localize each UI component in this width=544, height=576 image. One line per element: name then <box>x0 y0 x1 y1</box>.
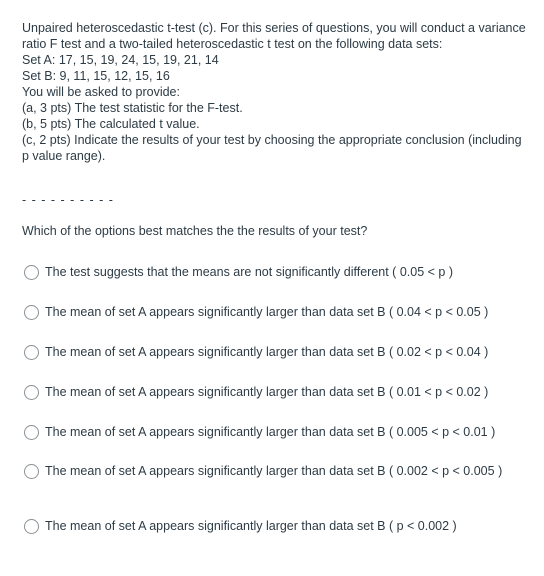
question-prompt: Which of the options best matches the the results of your test? <box>22 224 368 238</box>
radio-button[interactable] <box>24 265 39 280</box>
radio-button[interactable] <box>24 519 39 534</box>
answer-option-label: The test suggests that the means are not significantly different ( 0.05 < p ) <box>45 265 453 279</box>
radio-button[interactable] <box>24 464 39 479</box>
answer-option-7[interactable] <box>24 518 536 534</box>
part-b: (b, 5 pts) The calculated t value. <box>22 117 200 131</box>
separator: - - - - - - - - - - <box>22 193 114 207</box>
answer-option-label: The mean of set A appears significantly larger than data set B ( 0.02 < p < 0.04 ) <box>45 345 489 359</box>
answer-option-label: The mean of set A appears significantly larger than data set B ( 0.04 < p < 0.05 ) <box>45 305 489 319</box>
answer-option-label: The mean of set A appears significantly larger than data set B ( 0.005 < p < 0.01 ) <box>45 425 496 439</box>
answer-option-5[interactable] <box>24 424 536 440</box>
radio-button[interactable] <box>24 345 39 360</box>
answer-option-4[interactable] <box>24 384 536 400</box>
question-intro: Unpaired heteroscedastic t-test (c). For this series of questions, you will conduct a variance ratio F test and a two-tailed heteroscedastic t test on the following data sets: <box>22 21 526 51</box>
part-a: (a, 3 pts) The test statistic for the F-test. <box>22 101 243 115</box>
answer-option-6[interactable] <box>24 463 514 479</box>
answer-option-3[interactable] <box>24 344 536 360</box>
data-set-b: Set B: 9, 11, 15, 12, 15, 16 <box>22 69 170 83</box>
answer-option-label: The mean of set A appears significantly larger than data set B ( p < 0.002 ) <box>45 519 457 533</box>
answer-option-label: The mean of set A appears significantly larger than data set B ( 0.002 < p < 0.005 ) <box>45 464 503 478</box>
radio-button[interactable] <box>24 305 39 320</box>
question-text <box>22 20 527 164</box>
data-set-a: Set A: 17, 15, 19, 24, 15, 19, 21, 14 <box>22 53 219 67</box>
answer-option-label: The mean of set A appears significantly larger than data set B ( 0.01 < p < 0.02 ) <box>45 385 489 399</box>
radio-button[interactable] <box>24 425 39 440</box>
answer-option-2[interactable] <box>24 304 536 320</box>
part-c: (c, 2 pts) Indicate the results of your test by choosing the appropriate conclusion (including p value range). <box>22 133 522 163</box>
radio-button[interactable] <box>24 385 39 400</box>
answer-option-1[interactable] <box>24 264 536 280</box>
parts-intro: You will be asked to provide: <box>22 85 180 99</box>
